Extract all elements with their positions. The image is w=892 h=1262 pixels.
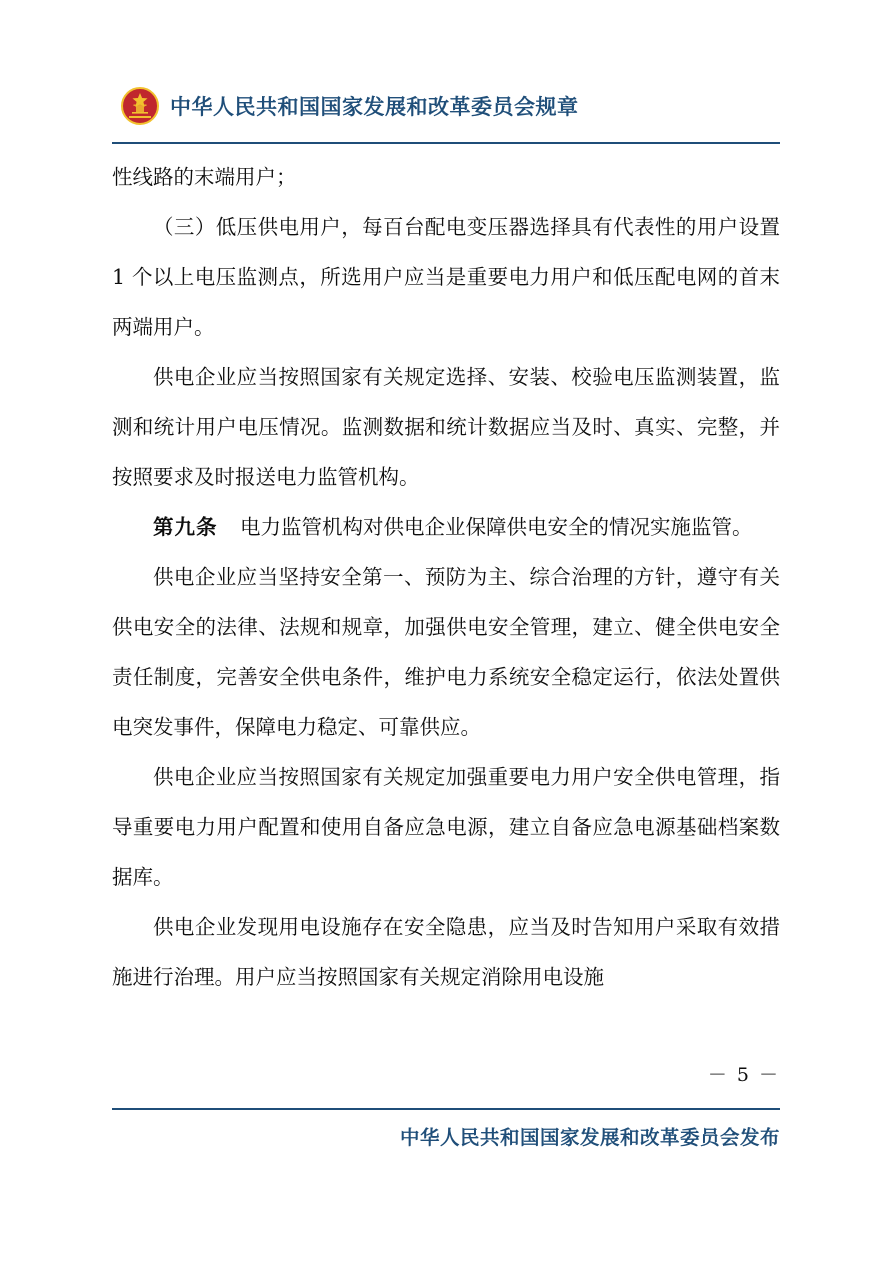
- article-text: 电力监管机构对供电企业保障供电安全的情况实施监管。: [240, 515, 753, 539]
- article-number: 第九条: [153, 515, 218, 539]
- article-paragraph: [112, 502, 780, 552]
- national-emblem-icon: [120, 86, 160, 126]
- paragraph: 供电企业应当按照国家有关规定加强重要电力用户安全供电管理，指导重要电力用户配置和使用自备应急电源，建立自备应急电源基础档案数据库。: [112, 765, 780, 889]
- header-row: [112, 86, 780, 126]
- footer-issuer: 中华人民共和国国家发展和改革委员会发布: [399, 1126, 780, 1149]
- paragraph: 供电企业应当坚持安全第一、预防为主、综合治理的方针，遵守有关供电安全的法律、法规和规章，加强供电安全管理，建立、健全供电安全责任制度，完善安全供电条件，维护电力系统安全稳定运行，依法处置供电突发事件，保障电力稳定、可靠供应。: [112, 565, 780, 739]
- header-divider: [112, 142, 780, 144]
- paragraph: （三）低压供电用户，每百台配电变压器选择具有代表性的用户设置 1 个以上电压监测点，所选用户应当是重要电力用户和低压配电网的首末两端用户。: [112, 215, 780, 339]
- footer-divider: [112, 1108, 780, 1110]
- paragraph: 供电企业发现用电设施存在安全隐患，应当及时告知用户采取有效措施进行治理。用户应当按照国家有关规定消除用电设施: [112, 915, 780, 989]
- header-title: 中华人民共和国国家发展和改革委员会规章: [170, 95, 579, 119]
- paragraph: 供电企业应当按照国家有关规定选择、安装、校验电压监测装置，监测和统计用户电压情况。监测数据和统计数据应当及时、真实、完整，并按照要求及时报送电力监管机构。: [112, 365, 780, 489]
- page-number: － 5 －: [707, 1064, 780, 1086]
- page-header: [112, 86, 780, 146]
- document-body: [112, 152, 780, 1002]
- paragraph: 性线路的末端用户；: [112, 165, 297, 189]
